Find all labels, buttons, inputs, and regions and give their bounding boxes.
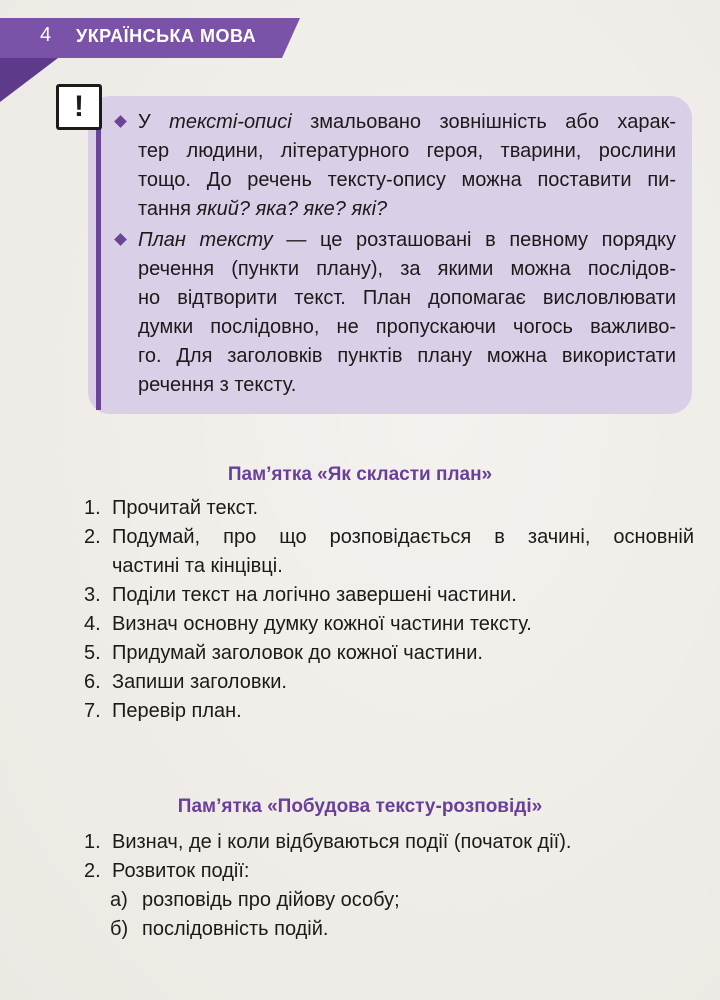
list-number: 1. bbox=[84, 497, 101, 519]
info-text: тання bbox=[138, 198, 197, 220]
exclamation-icon: ! bbox=[56, 84, 102, 130]
info-line bbox=[138, 342, 676, 371]
list-item-text: Поділи текст на логічно завершені частини. bbox=[112, 584, 517, 606]
info-line bbox=[138, 226, 676, 255]
list-item-text: Запиши заголовки. bbox=[112, 671, 287, 693]
info-text: тощо. До речень тексту-опису можна поставити пи- bbox=[138, 169, 676, 191]
info-line bbox=[138, 195, 676, 224]
page-number: 4 bbox=[40, 24, 52, 46]
list-item-text: Подумай, про що розповідається в зачині, основній bbox=[112, 526, 694, 548]
info-item bbox=[116, 226, 676, 400]
list-number: 3. bbox=[84, 584, 101, 606]
info-italic-term: який? яка? яке? які? bbox=[196, 198, 388, 220]
info-italic-term: тексті-описі bbox=[169, 111, 292, 133]
list-item-text: Розвиток події: bbox=[112, 860, 250, 882]
info-line bbox=[138, 166, 676, 195]
info-list bbox=[116, 108, 676, 402]
plan-list-item bbox=[84, 581, 694, 610]
info-text: го. Для заголовків пунктів плану можна використати bbox=[138, 345, 676, 367]
story-memo-list bbox=[84, 828, 694, 944]
plan-memo-title: Пам’ятка «Як скласти план» bbox=[227, 464, 493, 485]
sub-item-text: послідовність подій. bbox=[142, 918, 329, 940]
list-number: 2. bbox=[84, 860, 101, 882]
list-item-text: Визнач, де і коли відбуваються події (початок дії). bbox=[112, 831, 572, 853]
info-text: речення з тексту. bbox=[138, 374, 297, 396]
story-memo-title: Пам’ятка «Побудова тексту-розповіді» bbox=[177, 796, 543, 817]
info-text: У bbox=[138, 111, 170, 133]
info-text: речення (пункти плану), за якими можна послідов- bbox=[138, 258, 676, 280]
info-line bbox=[138, 313, 676, 342]
header-title: УКРАЇНСЬКА МОВА bbox=[76, 26, 257, 46]
story-list-item bbox=[84, 857, 694, 886]
list-item-text: частині та кінцівці. bbox=[112, 555, 283, 577]
info-box-accent-bar bbox=[96, 110, 101, 410]
list-item-text: Придумай заголовок до кожної частини. bbox=[112, 642, 483, 664]
info-line bbox=[138, 137, 676, 166]
sub-item-text: розповідь про дійову особу; bbox=[142, 889, 400, 911]
info-text: думки послідовно, не пропускаючи чогось важливо- bbox=[138, 316, 676, 338]
list-item-text: Прочитай текст. bbox=[112, 497, 259, 519]
list-number: 4. bbox=[84, 613, 101, 635]
story-sub-item bbox=[84, 886, 694, 915]
info-line bbox=[138, 108, 676, 137]
plan-list-item bbox=[84, 639, 694, 668]
info-item bbox=[116, 108, 676, 224]
list-number: 5. bbox=[84, 642, 101, 664]
sub-item-letter: б) bbox=[110, 918, 129, 940]
plan-list-item bbox=[84, 494, 694, 523]
sub-item-letter: а) bbox=[110, 889, 128, 911]
plan-memo-list bbox=[84, 494, 694, 726]
list-number: 6. bbox=[84, 671, 101, 693]
plan-list-item bbox=[84, 697, 694, 726]
plan-list-item bbox=[84, 610, 694, 639]
story-sub-item bbox=[84, 915, 694, 944]
info-text: но відтворити текст. План допомагає висловлювати bbox=[138, 287, 676, 309]
info-line bbox=[138, 371, 676, 400]
diamond-bullet-icon bbox=[114, 115, 127, 128]
info-text: змальовано зовнішність або харак- bbox=[291, 111, 676, 133]
info-italic-term: План тексту bbox=[138, 229, 273, 251]
list-number: 2. bbox=[84, 526, 101, 548]
plan-list-item bbox=[84, 668, 694, 697]
info-line bbox=[138, 255, 676, 284]
diamond-bullet-icon bbox=[114, 233, 127, 246]
list-number: 1. bbox=[84, 831, 101, 853]
list-item-text: Визнач основну думку кожної частини тексту. bbox=[112, 613, 532, 635]
plan-list-item bbox=[84, 523, 694, 581]
list-item-text: Перевір план. bbox=[112, 700, 242, 722]
info-line bbox=[138, 284, 676, 313]
list-number: 7. bbox=[84, 700, 101, 722]
story-list-item bbox=[84, 828, 694, 857]
info-text: — це розташовані в певному порядку bbox=[272, 229, 677, 251]
info-text: тер людини, літературного героя, тварини, рослини bbox=[138, 140, 676, 162]
